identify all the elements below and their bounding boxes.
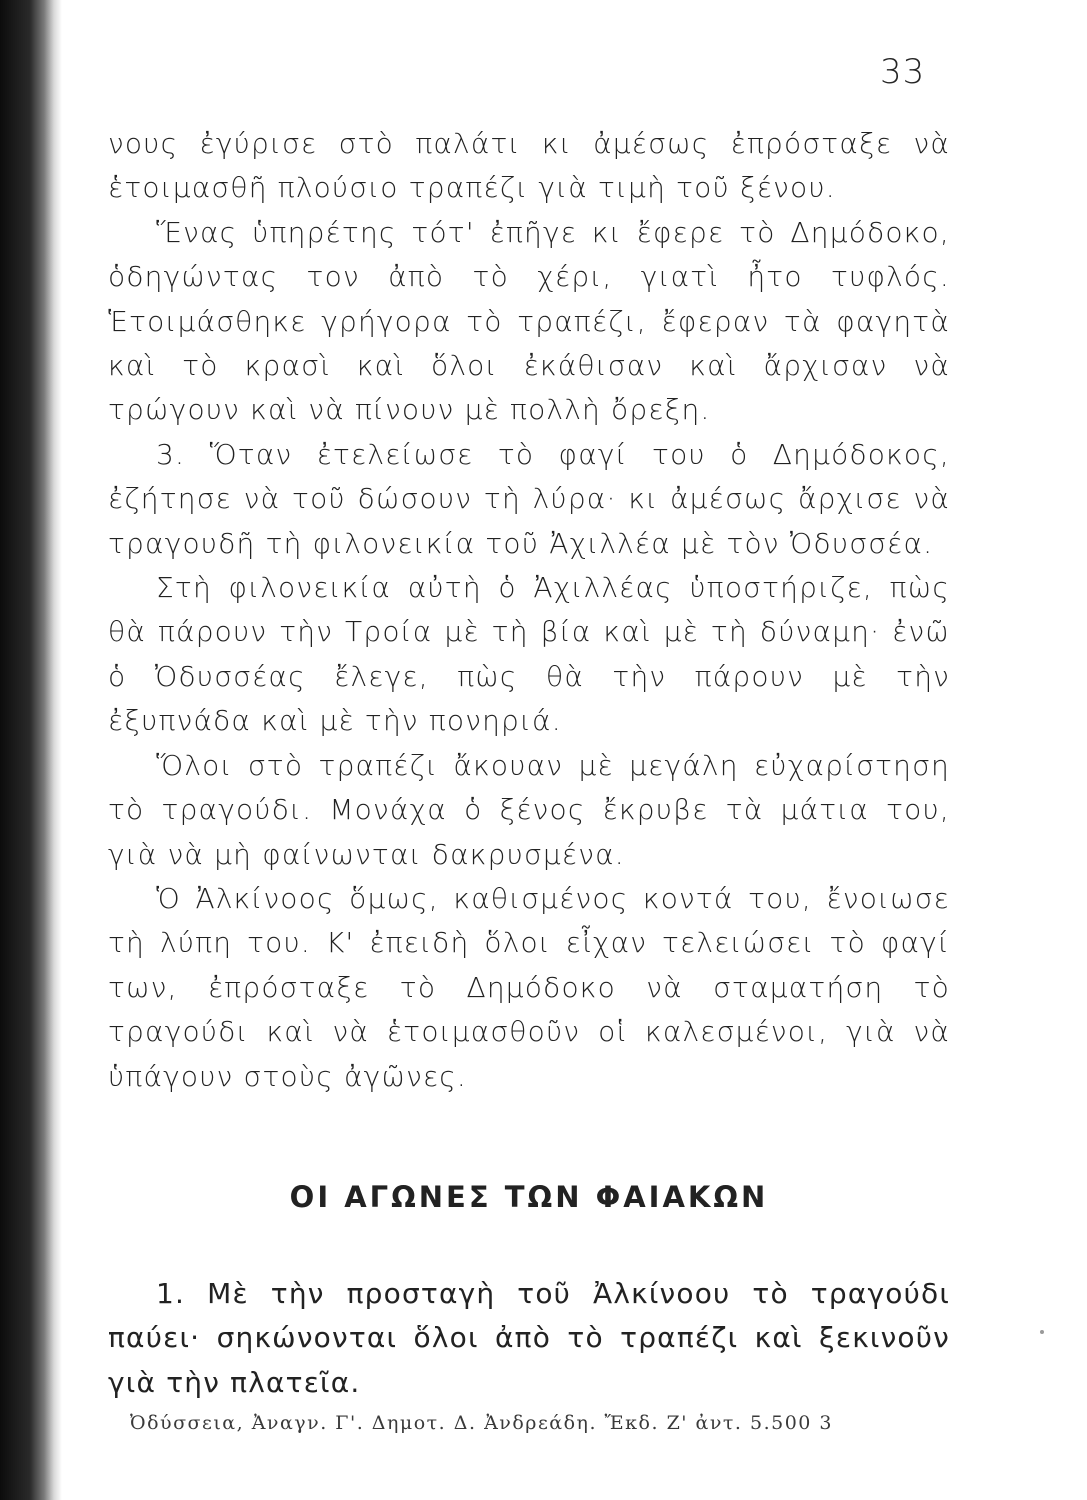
book-spine-shadow <box>0 0 62 1500</box>
section-paragraph-1: 1. Μὲ τὴν προσταγὴ τοῦ Ἀλκίνοου τὸ τραγούδι παύει· σηκώνονται ὅλοι ἀπὸ τὸ τραπέζι καὶ ξεκινοῦν γιὰ τὴν πλατεῖα. <box>108 1277 950 1399</box>
paragraph-3: 3. Ὅταν ἐτελείωσε τὸ φαγί του ὁ Δημόδοκος, ἐζήτησε νὰ τοῦ δώσουν τὴ λύρα· κι ἀμέσως ἄρχισε νὰ τραγουδῆ τὴ φιλονεικία τοῦ Ἀχιλλέα μὲ τὸν Ὀδυσσέα. <box>108 437 950 560</box>
page-number: 33 <box>880 52 926 92</box>
section-title: ΟΙ ΑΓΩΝΕΣ ΤΩΝ ΦΑΙΑΚΩΝ <box>289 1180 769 1214</box>
paragraph-4: Στὴ φιλονεικία αὐτὴ ὁ Ἀχιλλέας ὑποστήριζε, πὼς θὰ πάρουν τὴν Τροία μὲ τὴ βία καὶ μὲ τὴ δύναμη· ἐνῶ ὁ Ὀδυσσέας ἔλεγε, πὼς θὰ τὴν πάρουν μὲ τὴν ἐξυπνάδα καὶ μὲ τὴν πονηριά. <box>108 571 950 738</box>
paragraph-1: νους ἐγύρισε στὸ παλάτι κι ἀμέσως ἐπρόσταξε νὰ ἑτοιμασθῆ πλούσιο τραπέζι γιὰ τιμὴ τοῦ ξένου. <box>108 127 950 205</box>
paragraph-5: Ὅλοι στὸ τραπέζι ἄκουαν μὲ μεγάλη εὐχαρίστηση τὸ τραγούδι. Μονάχα ὁ ξένος ἔκρυβε τὰ μάτια του, γιὰ νὰ μὴ φαίνωνται δακρυσμένα. <box>108 748 950 871</box>
paragraph-2: Ἕνας ὑπηρέτης τότ' ἐπῆγε κι ἔφερε τὸ Δημόδοκο, ὁδηγώντας τον ἀπὸ τὸ χέρι, γιατὶ ἦτο τυφλός. Ἑτοιμάσθηκε γρήγορα τὸ τραπέζι, ἔφεραν τὰ φαγητὰ καὶ τὸ κρασὶ καὶ ὅλοι ἐκάθισαν καὶ ἄρχισαν νὰ τρώγουν καὶ νὰ πίνουν μὲ πολλὴ ὄρεξη. <box>108 215 950 427</box>
paragraph-6: Ὁ Ἀλκίνοος ὅμως, καθισμένος κοντά του, ἔνοιωσε τὴ λύπη του. Κ' ἐπειδὴ ὅλοι εἶχαν τελειώσει τὸ φαγί των, ἐπρόσταξε τὸ Δημόδοκο νὰ σταματήση τὸ τραγούδι καὶ νὰ ἑτοιμασθοῦν οἱ καλεσμένοι, γιὰ νὰ ὑπάγουν στοὺς ἀγῶνες. <box>108 881 950 1093</box>
margin-dot <box>1040 1330 1044 1334</box>
footer-note: Ὀδύσσεια, Ἀναγν. Γ'. Δημοτ. Δ. Ἀνδρεάδη. Ἔκδ. Ζ' ἀντ. 5.500 3 <box>130 1412 834 1434</box>
body-text <box>108 122 950 1099</box>
